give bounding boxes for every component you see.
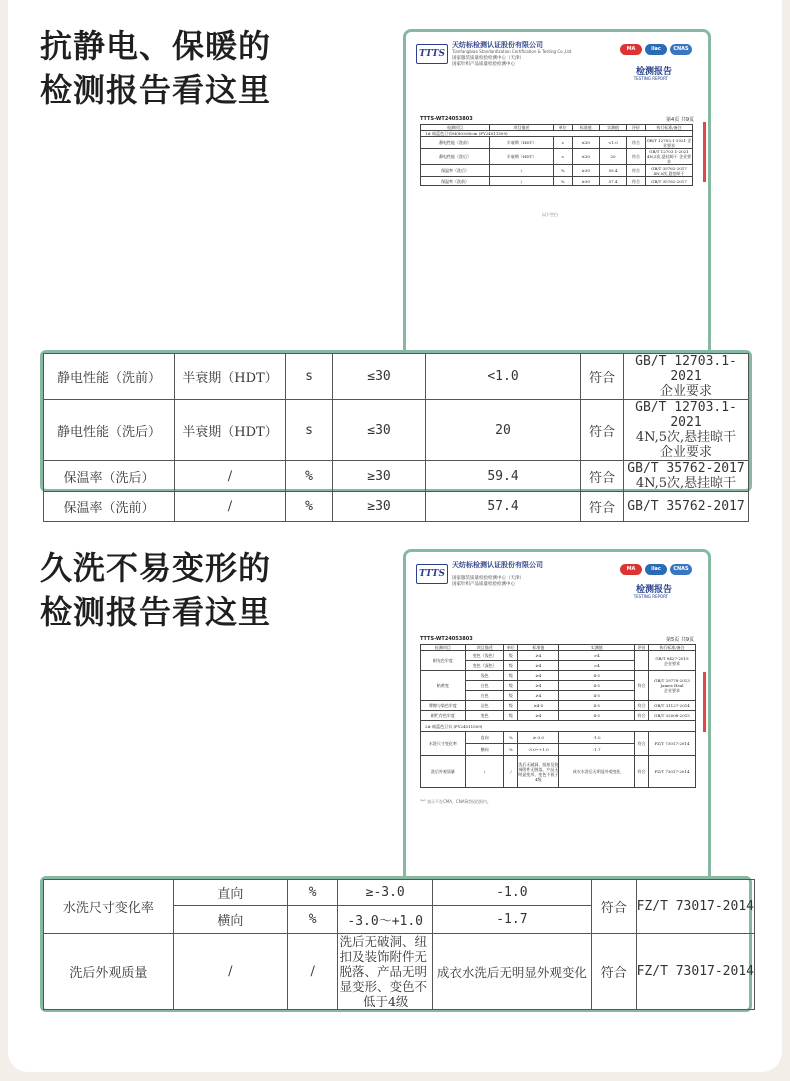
item-cell: 静电性能（洗后）	[44, 400, 175, 461]
cell: %	[553, 177, 572, 186]
cell-line: 企业要求	[664, 688, 680, 693]
desc-cell: 半衰期（HDT）	[175, 400, 286, 461]
section2-title-line1: 久洗不易变形的	[40, 549, 272, 587]
unit-cell: s	[286, 354, 333, 400]
ilac-icon: ilac	[645, 564, 667, 575]
cell: ≥4	[518, 651, 559, 661]
unit-cell: %	[287, 906, 338, 934]
cell: 4-5	[559, 671, 635, 681]
cell: 级	[504, 681, 518, 691]
header-cell: 项目描述	[490, 125, 554, 131]
eval-cell: 符合	[581, 400, 624, 461]
cell: 变色（深色）	[465, 661, 504, 671]
cell: 级	[504, 711, 518, 721]
std-line: 脱落、产品无明	[339, 964, 427, 979]
table-row	[44, 880, 755, 906]
cell: 白色	[465, 691, 504, 701]
norm-line: GB/T 12703.1-2021	[635, 354, 737, 384]
header-cell: 评价	[627, 125, 646, 131]
std-line: 低于4级	[362, 994, 409, 1009]
sample-cell: 1# 暗蓝色卫衣M(80×60cm (FY24011509)	[421, 131, 693, 137]
cell: 符合	[635, 756, 649, 788]
report-subtitle: TESTING REPORT	[633, 76, 668, 81]
report-footer: "*" 表示不在CMA、CNAS授权范围内。	[420, 799, 491, 804]
section2-zoom-table	[40, 876, 752, 1012]
cell: 级	[504, 651, 518, 661]
cell: 59.4	[599, 165, 626, 177]
cell: ≤30	[572, 137, 599, 149]
cell: /	[490, 177, 554, 186]
direction-cell: 直向	[173, 880, 287, 906]
cell: 符合	[627, 137, 646, 149]
section2-title-line2: 检测报告看这里	[40, 593, 272, 631]
cell: 符合	[627, 149, 646, 165]
cell: ≥4-5	[518, 701, 559, 711]
cell: 级	[504, 661, 518, 671]
norm-cell: GB/T 35762-2017	[624, 492, 749, 522]
table-row	[421, 177, 693, 186]
eval-cell: 符合	[581, 461, 624, 492]
cell: 4-5	[559, 701, 635, 711]
header-cell: 单位	[553, 125, 572, 131]
cell: 符合	[635, 732, 649, 756]
value-cell: -1.7	[432, 906, 591, 934]
section2-title	[40, 546, 271, 634]
item-cell: 保温率（洗前）	[44, 492, 175, 522]
table-row	[421, 137, 693, 149]
seal-edge	[703, 122, 706, 182]
cell: 符合	[635, 711, 649, 721]
cell: -1.7	[559, 744, 635, 756]
center-1: 国家服装质量检验检测中心（天津）	[452, 56, 524, 61]
cell: 耐光色牢度	[421, 651, 466, 671]
cell: ≥4	[518, 711, 559, 721]
unit-cell: %	[287, 880, 338, 906]
cell: %	[504, 744, 518, 756]
center-1: 国家服装质量检验检测中心（天津）	[452, 576, 524, 581]
cell: 4-5	[559, 711, 635, 721]
std-cell	[338, 934, 432, 1010]
cell: 保温率（洗前）	[421, 177, 490, 186]
cell: 4-5	[559, 691, 635, 701]
cell: %	[553, 165, 572, 177]
table-row	[44, 492, 749, 522]
cell: /	[465, 756, 504, 788]
ttts-logo: TTTS	[416, 564, 448, 584]
item-cell: 保温率（洗后）	[44, 461, 175, 492]
std-line: 扣及装饰附件无	[339, 949, 427, 964]
cell: GB/T 12703.1-2021 企业要求	[646, 137, 692, 148]
table-row	[421, 651, 696, 661]
table-row	[421, 701, 696, 711]
center-2: 国家针织产品质量检验检测中心	[452, 582, 515, 587]
norm-line: 4N,5次,悬挂晾干	[635, 476, 737, 491]
cell-line: GB/T 29778-2013	[654, 678, 690, 683]
item-cell: 静电性能（洗前）	[44, 354, 175, 400]
eval-cell: 符合	[591, 880, 636, 934]
cell: s	[553, 137, 572, 149]
std-cell: ≤30	[333, 400, 426, 461]
cell	[649, 671, 696, 701]
cert-logos	[620, 564, 692, 575]
report-number: TTTS-WT24053803	[420, 116, 473, 122]
cell: 4-5	[559, 681, 635, 691]
value-cell: 20	[426, 400, 581, 461]
cell: 半衰期（HDT）	[490, 149, 554, 165]
cell: 洗后无破洞、纽扣及装饰附件无脱落、产品无明显变形、变色不低于4级	[518, 756, 559, 788]
header-cell: 检测项目	[421, 645, 466, 651]
cell: 浅色	[465, 671, 504, 681]
cell-line: GB/T 8427-2019	[655, 655, 689, 661]
value-cell: 成衣水洗后无明显外观变化	[432, 934, 591, 1010]
norm-line: 4N,5次,悬挂晾干	[635, 430, 737, 445]
cell	[635, 651, 649, 671]
cert-logos	[620, 44, 692, 55]
report-title: 检测报告	[635, 67, 672, 77]
cell: 符合	[627, 177, 646, 186]
std-cell: ≤30	[333, 354, 426, 400]
report-table	[420, 644, 696, 788]
table-row	[421, 671, 696, 681]
cell: 耐贮存色牢度	[421, 711, 466, 721]
cell: 成衣水洗后无明显外观变化	[559, 756, 635, 788]
section1-title-line2: 检测报告看这里	[40, 71, 272, 109]
table-row	[44, 400, 749, 461]
report-table	[420, 124, 693, 186]
cell: GB/T 32008-2015	[649, 711, 696, 721]
unit-cell: s	[286, 400, 333, 461]
cell: ≥4	[518, 661, 559, 671]
cell: FZ/T 73017-2014	[649, 732, 696, 756]
cell: 白色	[465, 681, 504, 691]
cell: FZ/T 73017-2014	[649, 756, 696, 788]
cell: %	[504, 732, 518, 744]
org-name: 天纺标检测认证股份有限公司	[452, 561, 543, 569]
header-cell: 执行标准/备注	[646, 125, 693, 131]
cell: GB/T 35762-2017	[646, 177, 693, 186]
desc-cell: /	[175, 461, 286, 492]
cell: ≥30	[572, 165, 599, 177]
cell: GB/T 12703.1-2021 4N,5次,悬挂晾干 企业要求	[646, 149, 692, 164]
std-cell: ≥30	[333, 461, 426, 492]
report-page: 第5页 共9页	[666, 637, 694, 643]
seal-edge	[703, 672, 706, 732]
cell: 半衰期（HDT）	[490, 137, 554, 149]
std-line: 显变形、变色不	[339, 979, 427, 994]
cell: 沾色	[465, 701, 504, 711]
table-row	[421, 756, 696, 788]
report-subtitle: TESTING REPORT	[633, 594, 668, 599]
cell: 直向	[465, 732, 504, 744]
cell: -1.0	[559, 732, 635, 744]
cnas-icon: CNAS	[670, 564, 692, 575]
value-cell: <1.0	[426, 354, 581, 400]
cell: 符合	[635, 671, 649, 701]
cell: s	[553, 149, 572, 165]
cell: ≥4	[518, 681, 559, 691]
eval-cell: 符合	[591, 934, 636, 1010]
sample-row	[421, 721, 696, 732]
unit-cell: %	[286, 492, 333, 522]
section1-title	[40, 24, 271, 112]
report-number: TTTS-WT24053803	[420, 636, 473, 642]
norm-cell	[624, 461, 749, 492]
item-cell: 水洗尺寸变化率	[44, 880, 174, 934]
report-footer: 以下空白	[542, 212, 558, 217]
table-row	[421, 732, 696, 744]
cell: >4	[559, 651, 635, 661]
cell: 横向	[465, 744, 504, 756]
unit-cell: %	[286, 461, 333, 492]
section1-report-image	[403, 29, 711, 365]
cnas-icon: CNAS	[670, 44, 692, 55]
cell: 变色（浅色）	[465, 651, 504, 661]
cell: 静电性能（洗前）	[421, 137, 490, 149]
cell: 20	[599, 149, 626, 165]
item-cell: 洗后外观质量	[44, 934, 174, 1010]
cell: 57.4	[599, 177, 626, 186]
direction-cell: 横向	[173, 906, 287, 934]
table-row	[421, 149, 693, 165]
org-english: Tianfangbiao Standardization Certification & Testing Co.,Ltd	[452, 49, 572, 54]
cell: 级	[504, 671, 518, 681]
norm-cell: FZ/T 73017-2014	[636, 934, 754, 1010]
table-row	[421, 711, 696, 721]
eval-cell: 符合	[581, 354, 624, 400]
table-row	[44, 934, 755, 1010]
cell-line: James Heal	[660, 683, 684, 688]
header-cell: 检测项目	[421, 125, 490, 131]
cell: 水洗尺寸变化率	[421, 732, 466, 756]
norm-cell	[624, 400, 749, 461]
cell: 变色	[465, 711, 504, 721]
sample-cell: 2# 暗蓝色卫衣 (FY24011509)	[421, 721, 696, 732]
cell: 级	[504, 701, 518, 711]
eval-cell: 符合	[581, 492, 624, 522]
cell: -3.0~+1.0	[518, 744, 559, 756]
header-cell: 项目描述	[465, 645, 504, 651]
std-line: 洗后无破洞、纽	[339, 934, 427, 949]
desc-cell: 半衰期（HDT）	[175, 354, 286, 400]
section1-title-line1: 抗静电、保暖的	[40, 27, 272, 65]
cma-icon: MA	[620, 44, 642, 55]
norm-cell: FZ/T 73017-2014	[636, 880, 754, 934]
header-cell: 执行标准/备注	[649, 645, 696, 651]
header-cell: 评价	[635, 645, 649, 651]
value-cell: 59.4	[426, 461, 581, 492]
center-2: 国家针织产品质量检验检测中心	[452, 62, 515, 67]
cell: 洗后外观质量	[421, 756, 466, 788]
desc-cell: /	[173, 934, 287, 1010]
cell: >4	[559, 661, 635, 671]
norm-line: 企业要求	[659, 445, 712, 460]
std-cell: ≥30	[333, 492, 426, 522]
value-cell: 57.4	[426, 492, 581, 522]
section1-zoom-table	[40, 350, 752, 516]
cell-line: 企业要求	[664, 660, 680, 666]
cell: 保温率（洗后）	[421, 165, 490, 177]
table-row	[44, 354, 749, 400]
cell: ≥4	[518, 691, 559, 701]
cell: /	[504, 756, 518, 788]
norm-cell	[624, 354, 749, 400]
header-cell: 单位	[504, 645, 518, 651]
cell: 静电性能（洗后）	[421, 149, 490, 165]
norm-line: 企业要求	[659, 384, 712, 399]
desc-cell: /	[175, 492, 286, 522]
header-cell: 实测值	[599, 125, 626, 131]
cell: ≥30	[572, 177, 599, 186]
table-row	[44, 461, 749, 492]
cell: 粘黄变	[421, 671, 466, 701]
cma-icon: MA	[620, 564, 642, 575]
unit-cell: /	[287, 934, 338, 1010]
value-cell: -1.0	[432, 880, 591, 906]
norm-line: GB/T 35762-2017	[627, 461, 745, 476]
cell: ≥-3.0	[518, 732, 559, 744]
cell: <1.0	[599, 137, 626, 149]
cell: GB/T 35762-2017 4N,5次,悬挂晾干	[646, 165, 693, 177]
header-cell: 标准值	[518, 645, 559, 651]
header-cell: 标准值	[572, 125, 599, 131]
section2-report-image	[403, 549, 711, 891]
report-title: 检测报告	[635, 585, 672, 595]
norm-line: GB/T 12703.1-2021	[635, 400, 737, 430]
cell: 摩擦与染色牢度	[421, 701, 466, 711]
report-page: 第4页 共9页	[666, 117, 694, 123]
table-row	[421, 165, 693, 177]
cell: 符合	[635, 701, 649, 711]
cell	[649, 651, 696, 671]
cell: GB/T 31127-2014	[649, 701, 696, 711]
cell: ≤30	[572, 149, 599, 165]
header-cell: 实测值	[559, 645, 635, 651]
ttts-logo: TTTS	[416, 44, 448, 64]
std-cell: ≥-3.0	[338, 880, 432, 906]
cell: /	[490, 165, 554, 177]
cell: 级	[504, 691, 518, 701]
org-name: 天纺标检测认证股份有限公司	[452, 41, 543, 49]
ilac-icon: ilac	[645, 44, 667, 55]
cell: 符合	[627, 165, 646, 177]
std-cell: -3.0～+1.0	[338, 906, 432, 934]
cell: ≥4	[518, 671, 559, 681]
